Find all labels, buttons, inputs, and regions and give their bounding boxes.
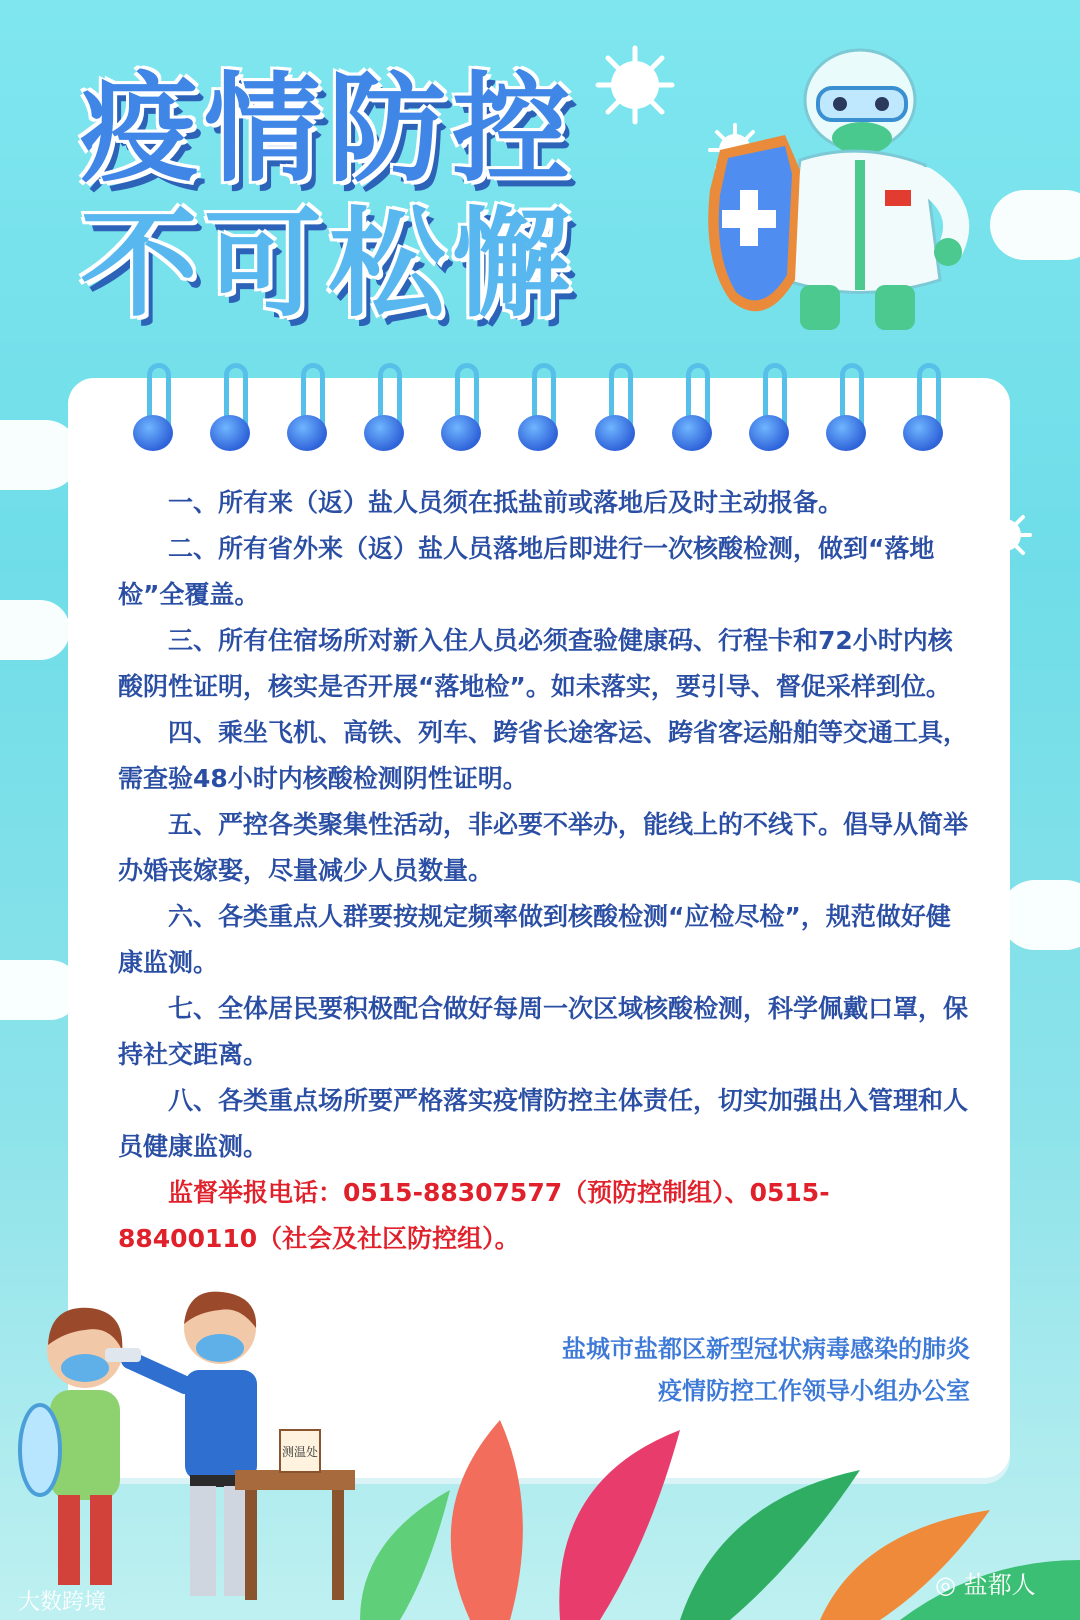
wechat-account-label — [935, 1565, 1036, 1600]
binder-ring — [672, 405, 712, 447]
watermark: 大数跨境 — [18, 1590, 107, 1615]
wechat-icon: ◎ — [935, 1571, 956, 1599]
poster-title-line2: 不可松懈 — [80, 195, 577, 333]
notice-item-1: 一、所有来（返）盐人员须在抵盐前或落地后及时主动报备。 — [168, 488, 844, 517]
notice-item-2: 二、所有省外来（返）盐人员落地后即进行一次核酸检测，做到“落地检”全覆盖。 — [118, 534, 935, 609]
binder-ring — [518, 405, 558, 447]
cloud — [1000, 880, 1080, 950]
cloud — [0, 600, 70, 660]
virus-decoration — [590, 40, 680, 130]
desk-sign: 测温处 — [281, 1445, 319, 1459]
binder-ring — [903, 405, 943, 447]
notice-item-4: 四、乘坐飞机、高铁、列车、跨省长途客运、跨省客运船舶等交通工具，需查验48小时内核酸检测阴性证明。 — [118, 718, 969, 793]
poster-title-line1: 疫情防控 — [80, 60, 577, 198]
notice-body — [118, 480, 968, 1262]
issuer-line1: 盐城市盐都区新型冠状病毒感染的肺炎 — [562, 1335, 970, 1363]
doctor-mascot-illustration — [690, 40, 1010, 340]
notice-item-8: 八、各类重点场所要严格落实疫情防控主体责任，切实加强出入管理和人员健康监测。 — [118, 1086, 969, 1161]
notice-item-3: 三、所有住宿场所对新入住人员必须查验健康码、行程卡和72小时内核酸阴性证明，核实是否开展“落地检”。如未落实，要引导、督促采样到位。 — [118, 626, 953, 701]
binder-ring — [595, 405, 635, 447]
binder-ring — [133, 405, 173, 447]
temperature-check-illustration — [10, 1290, 370, 1620]
binder-ring — [210, 405, 250, 447]
notice-item-7: 七、全体居民要积极配合做好每周一次区域核酸检测，科学佩戴口罩，保持社交距离。 — [118, 994, 969, 1069]
binder-ring — [441, 405, 481, 447]
binder-ring — [287, 405, 327, 447]
wechat-account-name: 盐都人 — [963, 1571, 1036, 1599]
report-hotline: 监督举报电话：0515-88307577（预防控制组）、0515-88400110（社会及社区防控组）。 — [118, 1178, 830, 1253]
binder-ring — [364, 405, 404, 447]
notice-item-5: 五、严控各类聚集性活动，非必要不举办，能线上的不线下。倡导从简举办婚丧嫁娶，尽量减少人员数量。 — [118, 810, 969, 885]
binder-ring — [826, 405, 866, 447]
notice-item-6: 六、各类重点人群要按规定频率做到核酸检测“应检尽检”，规范做好健康监测。 — [118, 902, 951, 977]
binder-ring — [749, 405, 789, 447]
issuer-line2: 疫情防控工作领导小组办公室 — [658, 1377, 970, 1405]
